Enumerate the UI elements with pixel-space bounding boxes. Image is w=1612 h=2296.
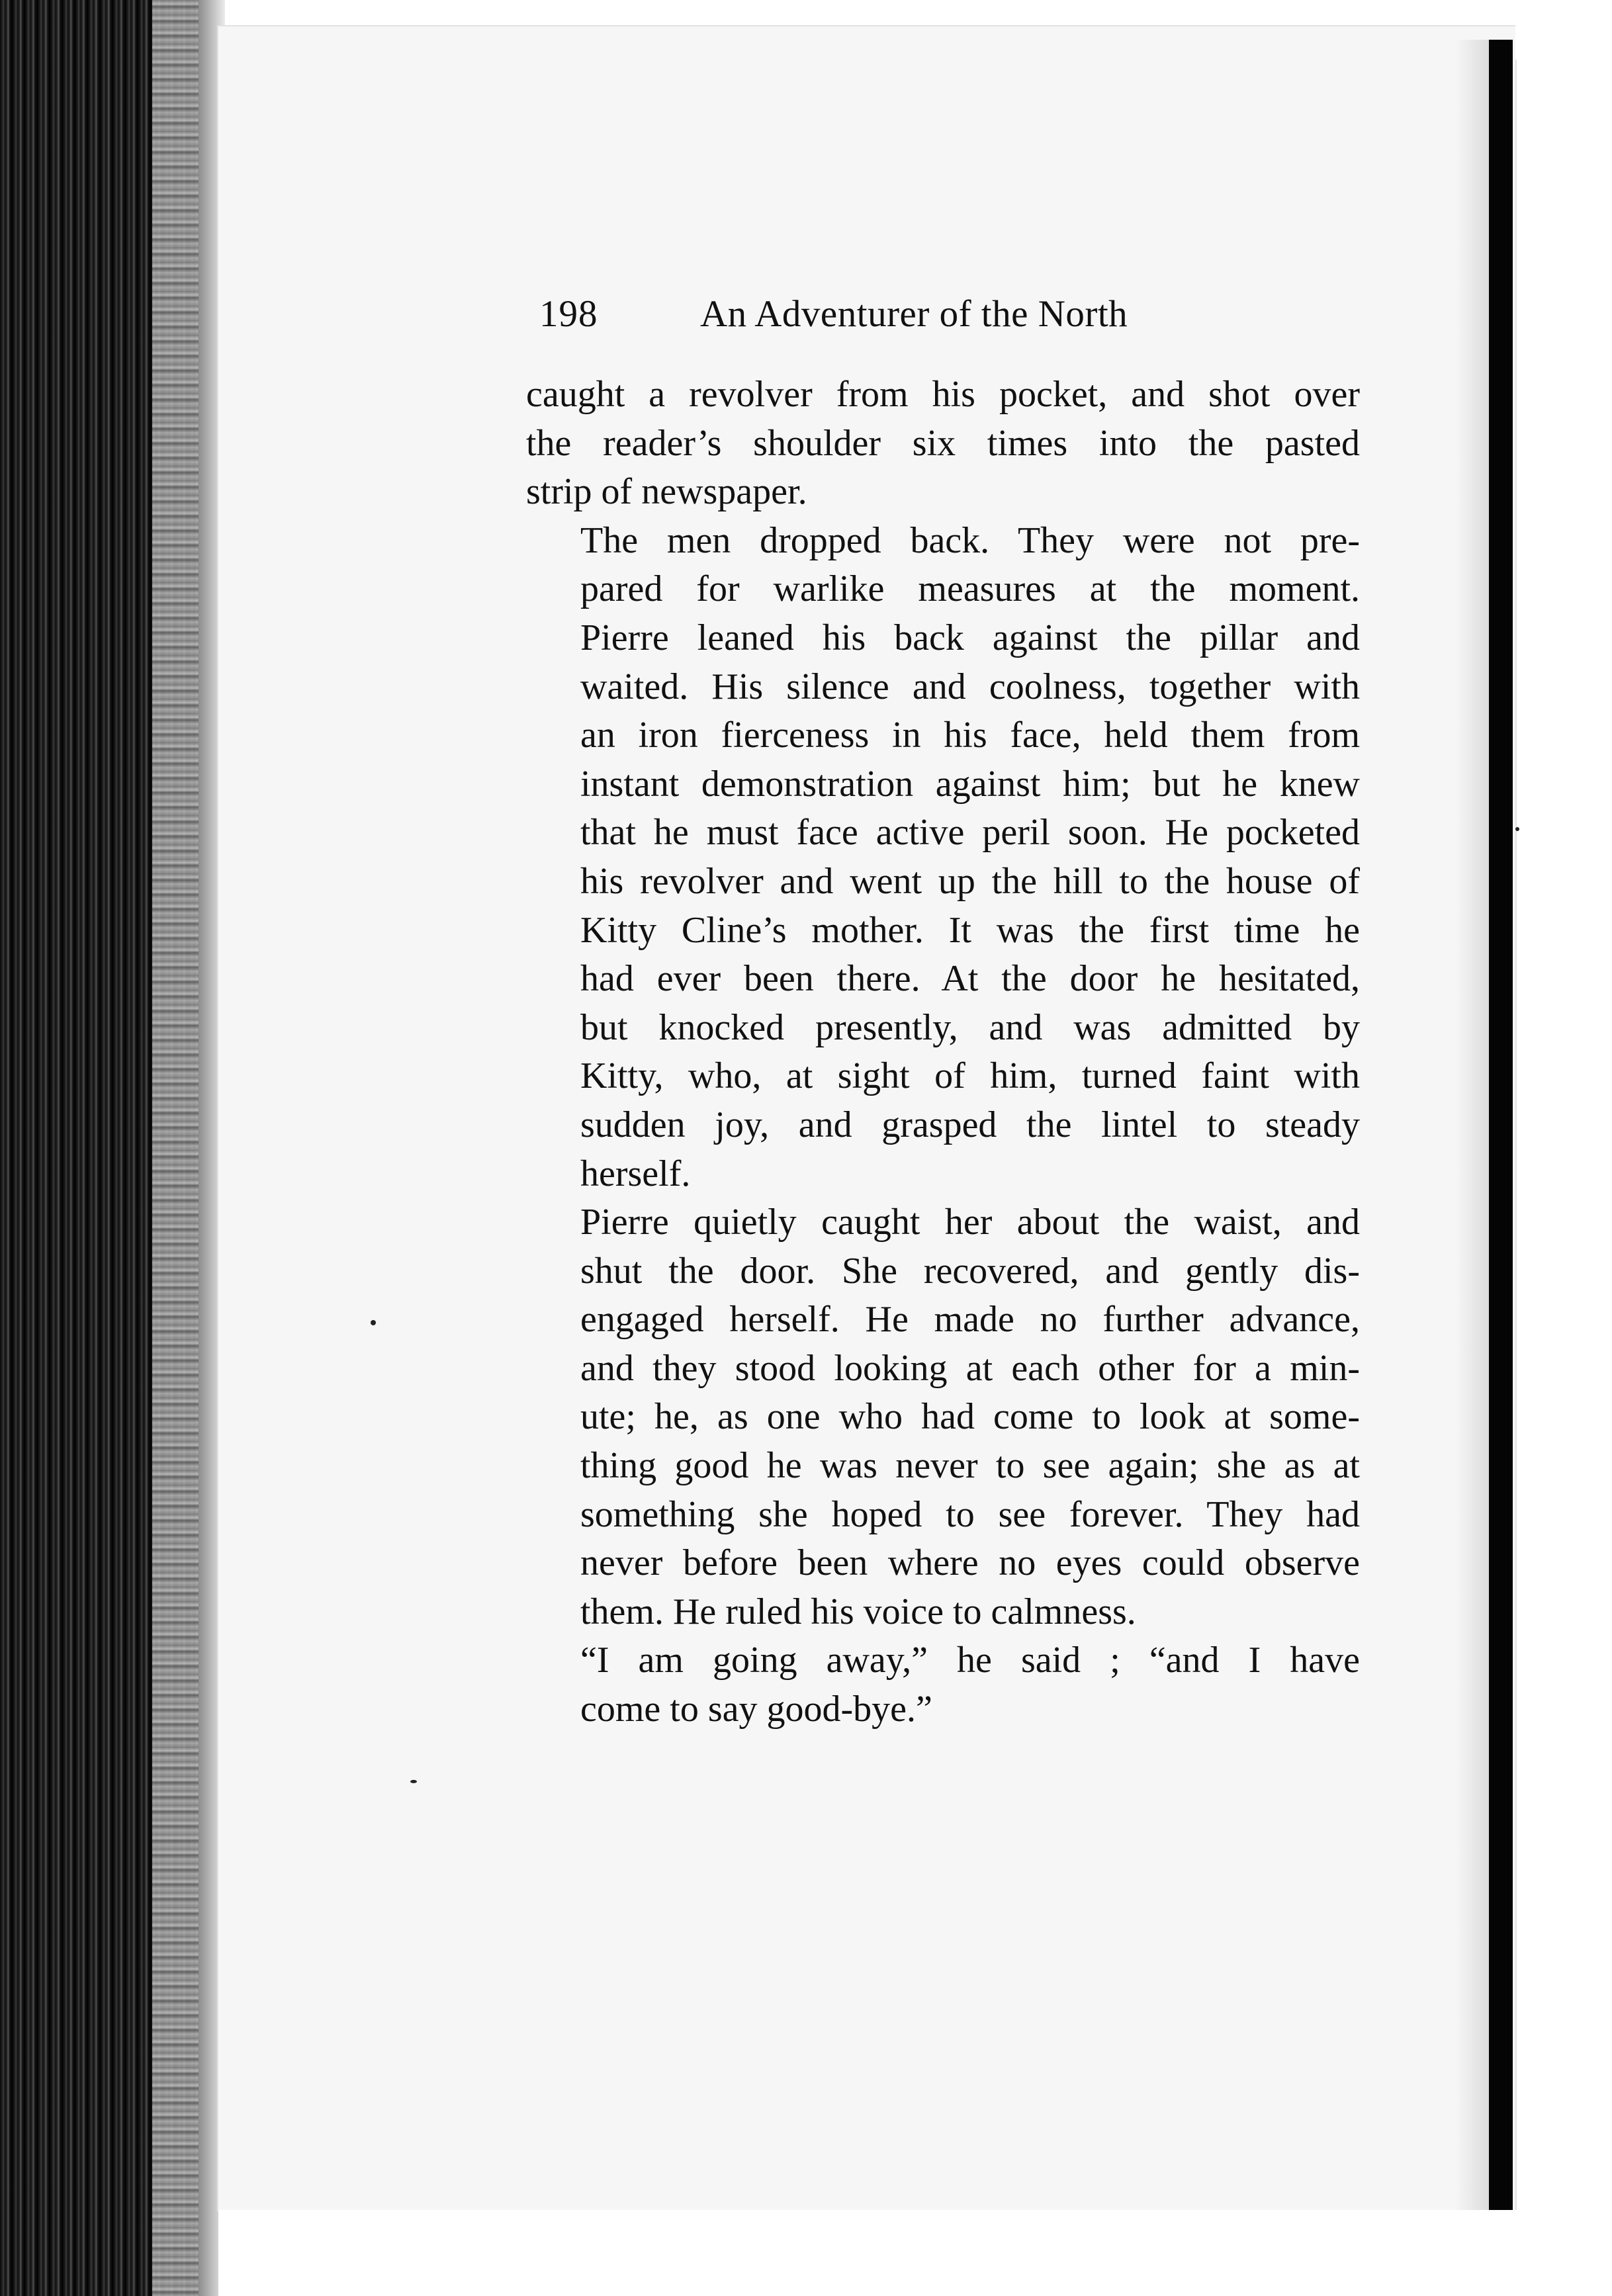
text-line: shut the door. She recovered, and gently dis- <box>580 1250 1360 1292</box>
text-line: caught a revolver from his pocket, and shot over <box>526 374 1360 415</box>
text-line: come to say good-bye.” <box>580 1689 932 1730</box>
text-line: herself. <box>580 1153 691 1194</box>
text-line: thing good he was never to see again; she as at <box>580 1445 1360 1487</box>
next-page-edge <box>1489 40 1513 2217</box>
dust-speck <box>1515 827 1519 831</box>
running-title: An Adventurer of the North <box>700 293 1128 335</box>
paragraph <box>526 1636 1360 1734</box>
running-head <box>539 292 1247 345</box>
page-curl-shadow <box>1456 40 1489 2217</box>
paragraph <box>526 1198 1360 1636</box>
body-text <box>526 371 1360 1734</box>
text-line: The men dropped back. They were not pre- <box>580 519 1360 561</box>
paragraph <box>526 517 1360 1198</box>
text-line: strip of newspaper. <box>526 471 807 513</box>
text-line: and they stood looking at each other for a min- <box>580 1347 1360 1389</box>
text-line: had ever been there. At the door he hesitated, <box>580 958 1360 1000</box>
text-line: pared for warlike measures at the moment. <box>580 568 1360 610</box>
dust-speck <box>410 1780 417 1783</box>
text-line: engaged herself. He made no further advance, <box>580 1299 1360 1341</box>
text-line: his revolver and went up the hill to the house of <box>580 860 1360 902</box>
text-line: the reader’s shoulder six times into the pasted <box>526 422 1360 464</box>
text-line: Pierre leaned his back against the pillar and <box>580 617 1360 658</box>
text-line: waited. His silence and coolness, together with <box>580 666 1360 707</box>
text-line: Kitty, who, at sight of him, turned faint with <box>580 1055 1360 1097</box>
text-line: never before been where no eyes could observe <box>580 1542 1360 1584</box>
text-line: ute; he, as one who had come to look at some- <box>580 1396 1360 1438</box>
text-line: instant demonstration against him; but he knew <box>580 763 1360 805</box>
text-line: that he must face active peril soon. He pocketed <box>580 812 1360 854</box>
text-line: “I am going away,” he said ; “and I have <box>580 1640 1360 1681</box>
scan-margin <box>1515 0 1612 60</box>
text-line: an iron fierceness in his face, held them from <box>580 715 1360 756</box>
text-line: sudden joy, and grasped the lintel to steady <box>580 1104 1360 1145</box>
text-line: them. He ruled his voice to calmness. <box>580 1591 1136 1632</box>
text-line: but knocked presently, and was admitted by <box>580 1006 1360 1048</box>
dust-speck <box>371 1320 376 1325</box>
text-line: Pierre quietly caught her about the waist, and <box>580 1202 1360 1243</box>
page-number: 198 <box>539 293 598 335</box>
text-line: something she hoped to see forever. They had <box>580 1493 1360 1535</box>
text-line: Kitty Cline’s mother. It was the first time he <box>580 909 1360 951</box>
scan-bottom-margin <box>218 2210 1542 2296</box>
paragraph <box>526 371 1360 517</box>
